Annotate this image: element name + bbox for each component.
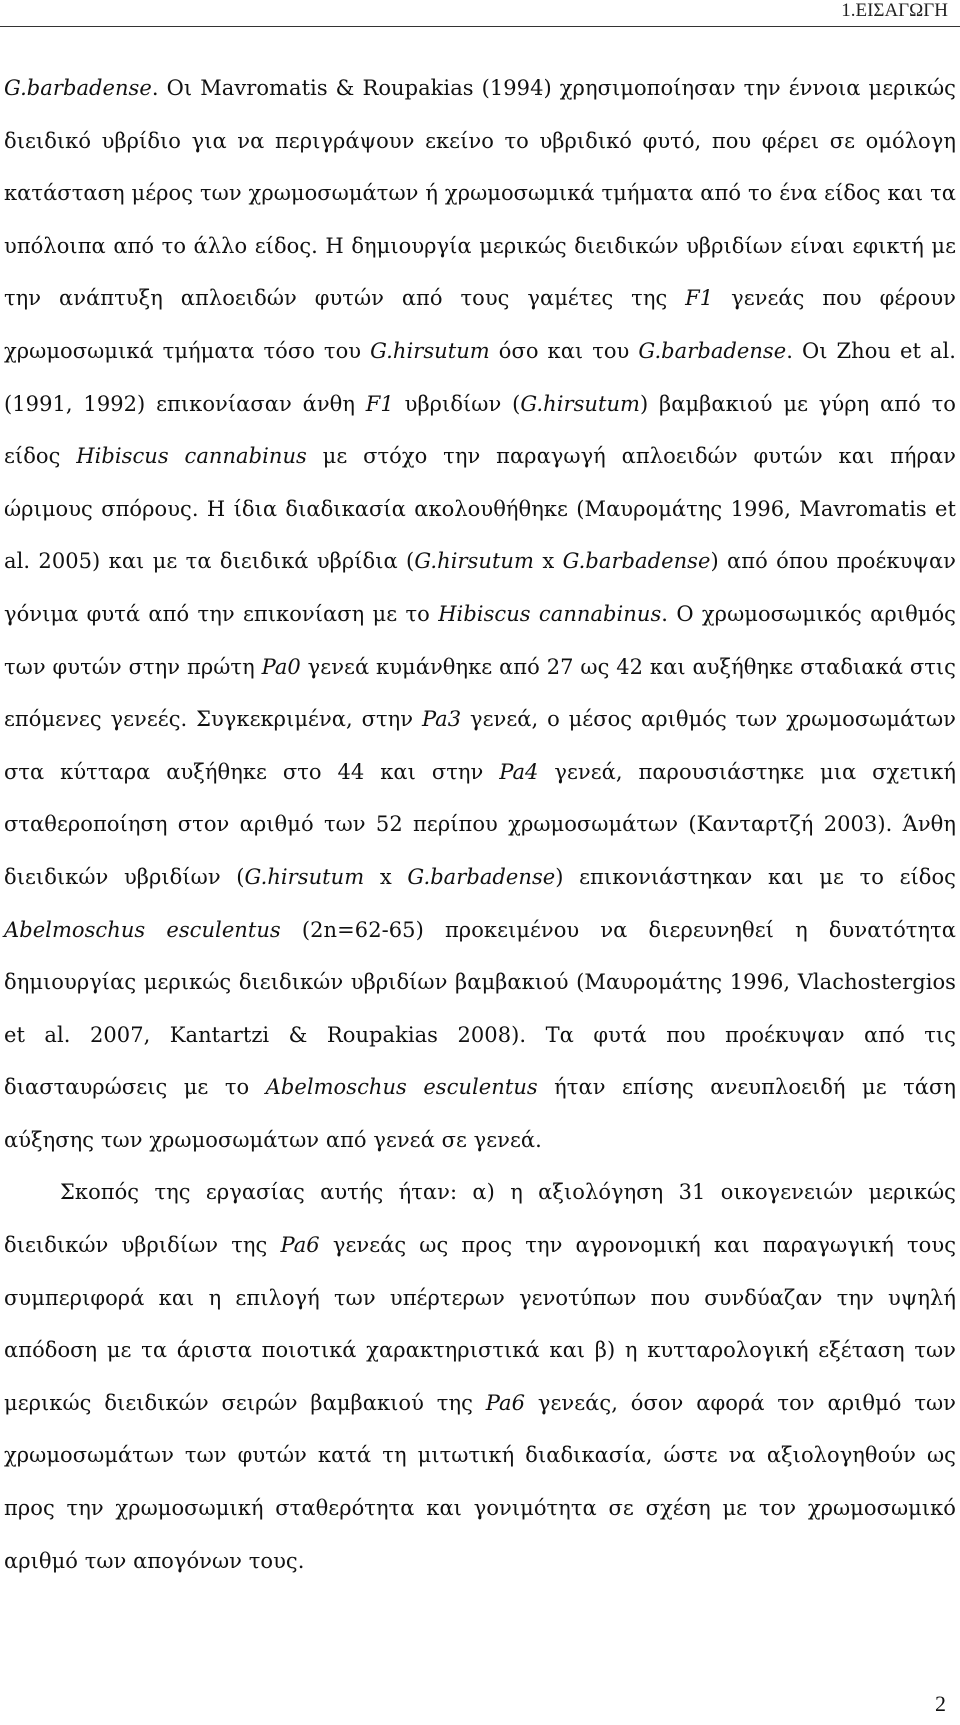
text-run: (2n=62-65) προκειμένου να διερευνηθεί η δυνατότητα δημιουργίας μερικώς διειδικών υβριδίων βαμβακιού (Μαυρομάτης 1996, Vlachostergios et al. 2007, Kantartzi & Roupakias 2008). Τα φυτά που προέκυψαν από τις διασταυρώσεις με το — [4, 917, 956, 1100]
text-run: x — [533, 549, 563, 574]
text-run: γενεά, ο μέσος αριθμός των χρωμοσωμάτων στα κύτταρα αυξήθηκε στο 44 και στην — [4, 707, 956, 784]
italic-term: F1 — [365, 391, 394, 416]
page-number: 2 — [935, 1691, 946, 1716]
text-run: γενεάς που φέρουν χρωμοσωμικά τμήματα τόσο του — [4, 286, 956, 363]
italic-term: Pa4 — [499, 759, 539, 784]
text-run: . Ο χρωμοσωμικός αριθμός των φυτών στην πρώτη — [4, 601, 956, 679]
text-run: ήταν επίσης ανευπλοειδή με τάση αύξησης των χρωμοσωμάτων από γενεά σε γενεά. — [4, 1075, 956, 1152]
text-run: . Οι Zhou et al. (1991, 1992) επικονίασαν άνθη — [4, 338, 956, 416]
text-run: γενεά, παρουσιάστηκε μια σχετική σταθεροποίηση στον αριθμό των 52 περίπου χρωμοσωμάτων (Κανταρτζή 2003). Άνθη διειδικών υβριδίων ( — [4, 759, 957, 889]
document-body — [4, 62, 956, 1587]
text-run: ) από όπου προέκυψαν γόνιμα φυτά από την επικονίαση με το — [4, 549, 956, 626]
italic-term: G.barbadense — [562, 549, 711, 574]
paragraph-intro-continued — [4, 62, 956, 1166]
italic-term: Pa0 — [261, 654, 301, 679]
italic-term: Abelmoschus esculentus — [265, 1075, 538, 1100]
italic-term: Hibiscus cannabinus — [76, 444, 307, 469]
text-run: Σκοπός της εργασίας αυτής ήταν: α) η αξιολόγηση 31 οικογενειών μερικώς διειδικών υβριδίων της — [4, 1180, 956, 1258]
italic-term: G.hirsutum — [520, 391, 641, 416]
italic-term: F1 — [685, 286, 714, 311]
italic-term: Hibiscus cannabinus — [438, 601, 662, 626]
italic-term: Abelmoschus esculentus — [4, 917, 281, 942]
italic-term: G.hirsutum — [414, 549, 534, 574]
text-run: ) βαμβακιού με γύρη από το είδος — [4, 391, 956, 469]
text-run: ) επικονιάστηκαν και με το είδος — [555, 864, 956, 889]
italic-term: Pa6 — [485, 1390, 525, 1415]
text-run: . Οι Mavromatis & Roupakias (1994) χρησιμοποίησαν την έννοια μερικώς διειδικό υβρίδιο για να περιγράψουν εκείνο το υβριδικό φυτό, που φέρει σε ομόλογη κατάσταση μέρος των χρωμοσωμάτων ή χρωμοσωμικά τμήματα από το ένα είδος και τα υπόλοιπα από το άλλο είδος. Η δημιουργία μερικώς διειδικών υβριδίων είναι εφικτή με την ανάπτυξη απλοειδών φυτών από τους γαμέτες της — [4, 76, 956, 311]
text-run: x — [364, 864, 408, 889]
italic-term: G.hirsutum — [370, 338, 490, 363]
header-divider — [0, 26, 960, 27]
text-run: υβριδίων ( — [393, 391, 521, 416]
text-run: όσο και του — [489, 338, 639, 363]
text-run: γενεά κυμάνθηκε από 27 ως 42 και αυξήθηκε σταδιακά στις επόμενες γενεές. Συγκεκριμένα, στην — [4, 654, 956, 732]
text-run: γενεάς, όσον αφορά τον αριθμό των χρωμοσωμάτων των φυτών κατά τη μιτωτική διαδικασία, ώστε να αξιολογηθούν ως προς την χρωμοσωμική σταθερότητα και γονιμότητα σε σχέση με τον χρωμοσωμικό αριθμό των απογόνων τους. — [4, 1390, 957, 1573]
italic-term: G.barbadense — [4, 76, 152, 100]
italic-term: G.barbadense — [407, 864, 556, 889]
italic-term: Pa6 — [280, 1233, 320, 1258]
italic-term: Pa3 — [421, 707, 462, 732]
page-header-section-title: 1.ΕΙΣΑΓΩΓΗ — [841, 0, 948, 21]
text-run: γενεάς ως προς την αγρονομική και παραγωγική τους συμπεριφορά και η επιλογή των υπέρτερων γενοτύπων που συνδύαζαν την υψηλή απόδοση με τα άριστα ποιοτικά χαρακτηριστικά και β) η κυτταρολογική εξέταση των μερικώς διειδικών σειρών βαμβακιού της — [4, 1233, 957, 1415]
italic-term: G.hirsutum — [244, 864, 365, 889]
paragraph-study-aim — [4, 1166, 956, 1587]
text-run: με στόχο την παραγωγή απλοειδών φυτών και πήραν ώριμους σπόρους. Η ίδια διαδικασία ακολουθήθηκε (Μαυρομάτης 1996, Mavromatis et al. 2005) και με τα διειδικά υβρίδια ( — [4, 444, 956, 574]
italic-term: G.barbadense — [638, 338, 787, 363]
